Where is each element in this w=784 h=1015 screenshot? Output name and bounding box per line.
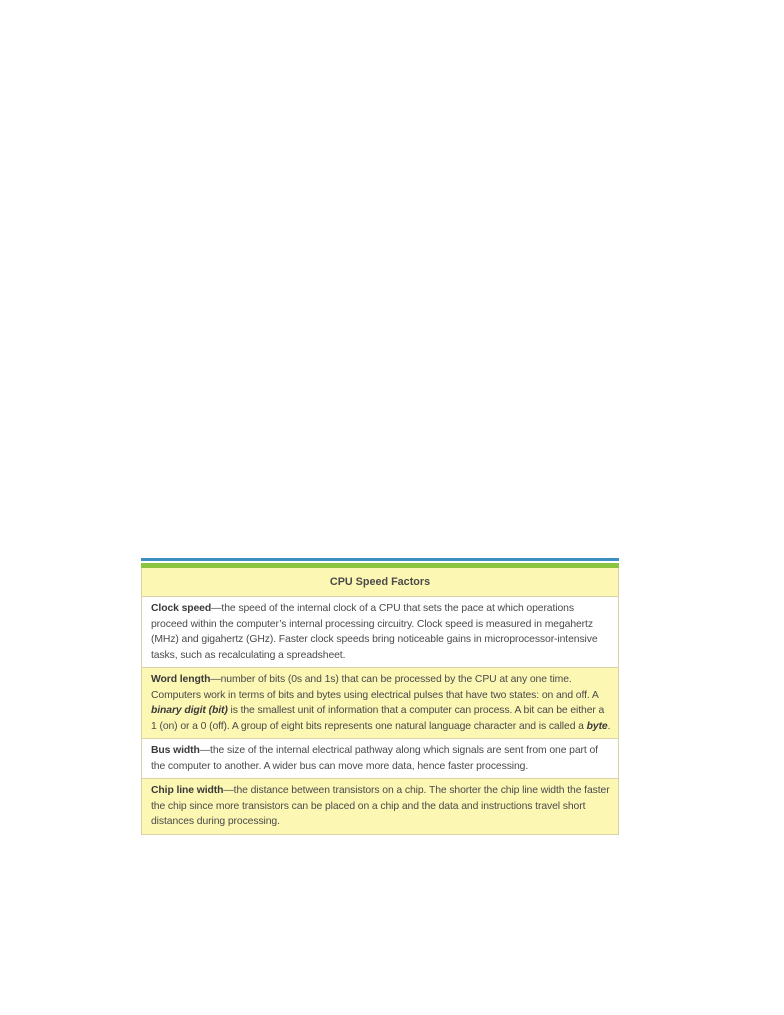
definition-clock-speed: —the speed of the internal clock of a CPU that sets the pace at which operations proceed within the computer’s internal processing circuitry. Clock speed is measured in megahertz (MHz) and gigahertz (GHz). Faster clock speeds bring noticeable gains in microprocessor-intensive tasks, such as recalculating a spreadsheet. <box>151 603 598 661</box>
table-title: CPU Speed Factors <box>141 568 619 597</box>
term-bus-width: Bus width <box>151 745 200 756</box>
term-byte: byte <box>586 720 608 732</box>
definition-bus-width: —the size of the internal electrical pathway along which signals are sent from one part of the computer to another. A wider bus can move more data, hence faster processing. <box>151 745 598 772</box>
table-row-chip-line-width <box>141 779 619 835</box>
definition-word-length-part3: . <box>607 720 611 732</box>
term-word-length: Word length <box>151 674 211 685</box>
table-row-bus-width <box>141 739 619 779</box>
definition-word-length-part2: is the smallest unit of information that a computer can process. A bit can be either a 1 (on) or a 0 (off). A group of eight bits represents one natural language character and is called a <box>151 705 605 732</box>
definition-chip-line-width: —the distance between transistors on a chip. The shorter the chip line width the faster the chip since more transistors can be placed on a chip and the data and instructions travel short distances during processing. <box>151 785 610 827</box>
term-clock-speed: Clock speed <box>151 603 212 614</box>
table-row-word-length <box>141 668 619 739</box>
top-rule-blue <box>141 558 619 561</box>
term-binary-digit: binary digit (bit) <box>151 705 228 716</box>
cpu-speed-factors-table <box>141 558 619 835</box>
term-chip-line-width: Chip line width <box>151 785 224 796</box>
table-row-clock-speed <box>141 597 619 668</box>
definition-word-length-part1: —number of bits (0s and 1s) that can be processed by the CPU at any one time. Computers work in terms of bits and bytes using electrical pulses that have two states: on and off. A <box>151 674 599 701</box>
